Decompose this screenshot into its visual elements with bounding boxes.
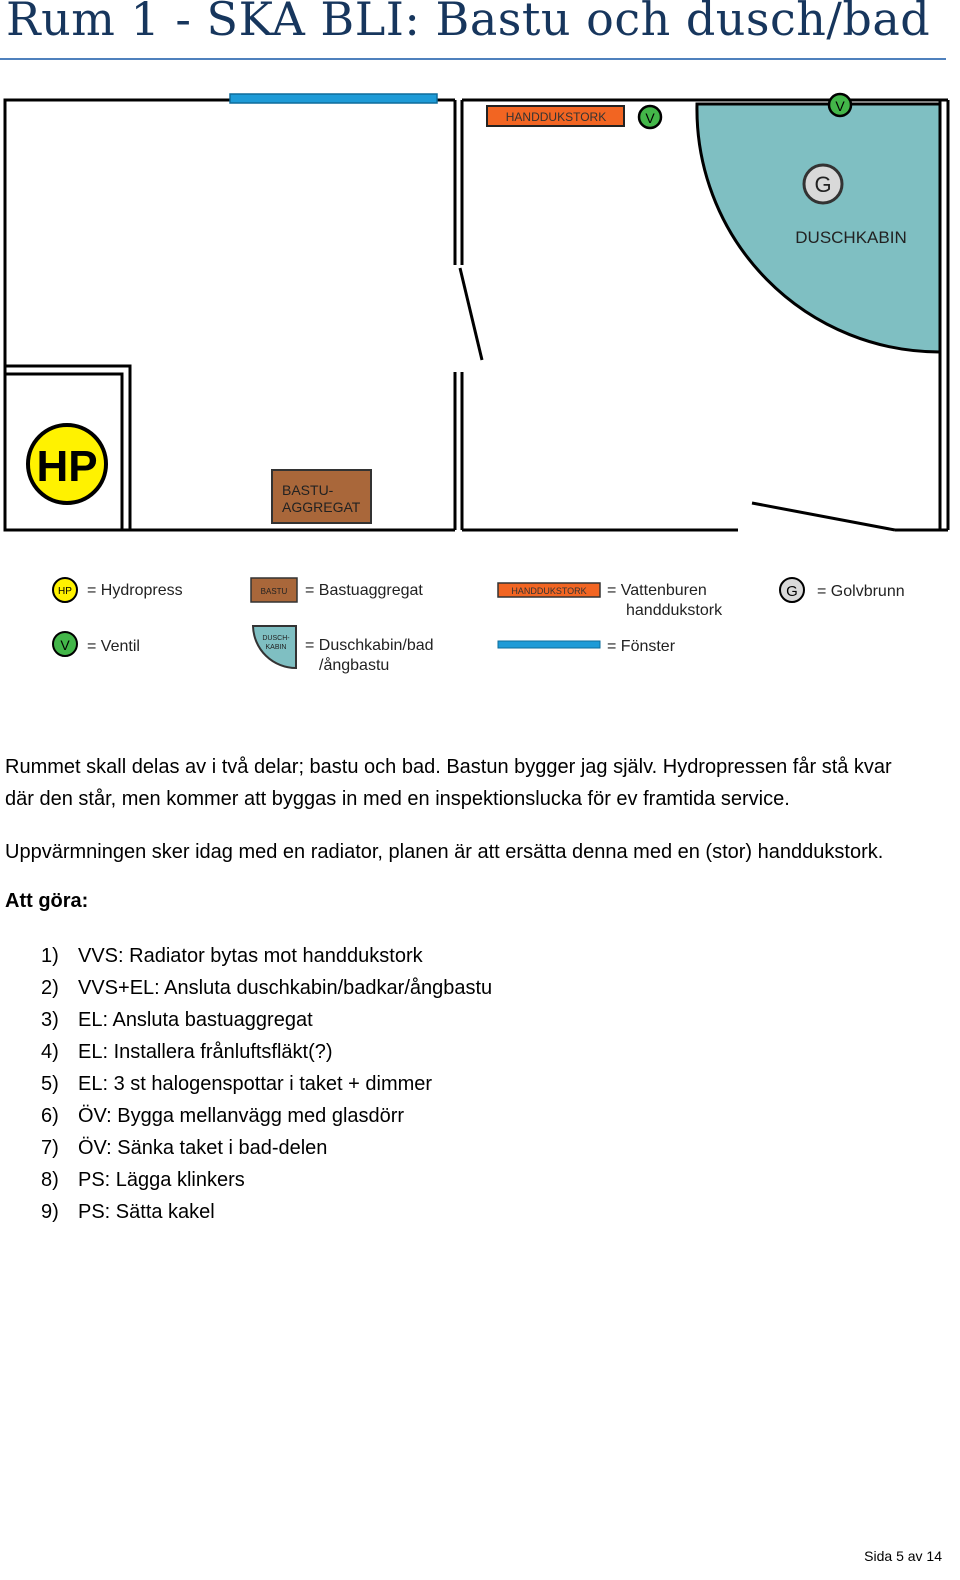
list-item: 8) PS: Lägga klinkers bbox=[41, 1169, 245, 1191]
sauna-unit bbox=[272, 470, 371, 523]
todo-list bbox=[41, 940, 492, 1228]
svg-text:V: V bbox=[835, 98, 845, 114]
svg-text:= Golvbrunn: = Golvbrunn bbox=[817, 583, 905, 600]
list-item: 4) EL: Installera frånluftsfläkt(?) bbox=[41, 1041, 333, 1063]
svg-text:HP: HP bbox=[36, 442, 98, 491]
page-title: Rum 1 - SKA BLI: Bastu och dusch/bad bbox=[6, 0, 931, 46]
floor-plan bbox=[0, 85, 960, 695]
floor-drain-icon bbox=[804, 165, 842, 203]
window-top bbox=[230, 94, 437, 103]
todo-heading: Att göra: bbox=[5, 890, 89, 912]
page-number: Sida 5 av 14 bbox=[864, 1548, 942, 1564]
title-rule bbox=[0, 58, 946, 60]
svg-text:/ångbastu: /ångbastu bbox=[319, 657, 390, 674]
svg-text:= Duschkabin/bad: = Duschkabin/bad bbox=[305, 637, 434, 654]
svg-text:V: V bbox=[60, 637, 70, 653]
legend bbox=[53, 578, 905, 674]
svg-text:V: V bbox=[645, 110, 655, 126]
list-item: 5) EL: 3 st halogenspottar i taket + dimmer bbox=[41, 1073, 433, 1095]
list-item: 6) ÖV: Bygga mellanvägg med glasdörr bbox=[41, 1105, 405, 1127]
svg-text:= Vattenburen: = Vattenburen bbox=[607, 582, 707, 599]
svg-text:= Ventil: = Ventil bbox=[87, 638, 140, 655]
svg-text:= Fönster: = Fönster bbox=[607, 638, 676, 655]
svg-text:= Bastuaggregat: = Bastuaggregat bbox=[305, 582, 423, 599]
svg-text:DUSCH-: DUSCH- bbox=[262, 635, 290, 642]
towel-warmer bbox=[487, 106, 624, 126]
svg-text:KABIN: KABIN bbox=[265, 644, 287, 651]
paragraph-intro-line1: Rummet skall delas av i två delar; bastu och bad. Bastun bygger jag själv. Hydropressen får stå kvar bbox=[5, 756, 892, 778]
legend-item-fonster bbox=[498, 638, 676, 655]
legend-item-golvbrunn bbox=[780, 578, 905, 602]
list-item: 9) PS: Sätta kakel bbox=[41, 1201, 215, 1223]
svg-text:= Hydropress: = Hydropress bbox=[87, 582, 183, 599]
list-item: 7) ÖV: Sänka taket i bad-delen bbox=[41, 1137, 328, 1159]
legend-item-bastuaggregat bbox=[251, 578, 423, 602]
legend-item-duschkabin bbox=[253, 626, 434, 674]
legend-item-handdukstork bbox=[498, 582, 723, 619]
svg-text:AGGREGAT: AGGREGAT bbox=[282, 499, 361, 515]
shower-label: DUSCHKABIN bbox=[795, 228, 907, 247]
svg-text:HANDDUKSTORK: HANDDUKSTORK bbox=[505, 110, 607, 124]
exterior-door-leaf bbox=[752, 503, 895, 530]
door-leaf bbox=[460, 268, 482, 360]
paragraph-intro bbox=[5, 751, 950, 815]
valve-icon bbox=[639, 106, 661, 128]
list-item: 1) VVS: Radiator bytas mot handdukstork bbox=[41, 945, 423, 967]
svg-text:BASTU-: BASTU- bbox=[282, 482, 334, 498]
paragraph-intro-line2: där den står, men kommer att byggas in med en inspektionslucka för ev framtida service. bbox=[5, 788, 790, 810]
list-item: 3) EL: Ansluta bastuaggregat bbox=[41, 1009, 313, 1031]
svg-text:HANDDUKSTORK: HANDDUKSTORK bbox=[511, 586, 587, 596]
legend-item-ventil bbox=[53, 632, 140, 656]
svg-text:HP: HP bbox=[58, 586, 72, 597]
svg-text:G: G bbox=[814, 172, 832, 197]
paragraph-heating: Uppvärmningen sker idag med en radiator, planen är att ersätta denna med en (stor) handdukstork. bbox=[5, 841, 884, 863]
valve-icon bbox=[829, 94, 851, 116]
svg-text:G: G bbox=[786, 583, 798, 600]
list-item: 2) VVS+EL: Ansluta duschkabin/badkar/ångbastu bbox=[41, 977, 493, 999]
legend-item-hydropress bbox=[53, 578, 183, 602]
svg-text:BASTU: BASTU bbox=[260, 587, 288, 596]
svg-text:handdukstork: handdukstork bbox=[626, 602, 723, 619]
heat-pump-icon bbox=[28, 425, 106, 503]
